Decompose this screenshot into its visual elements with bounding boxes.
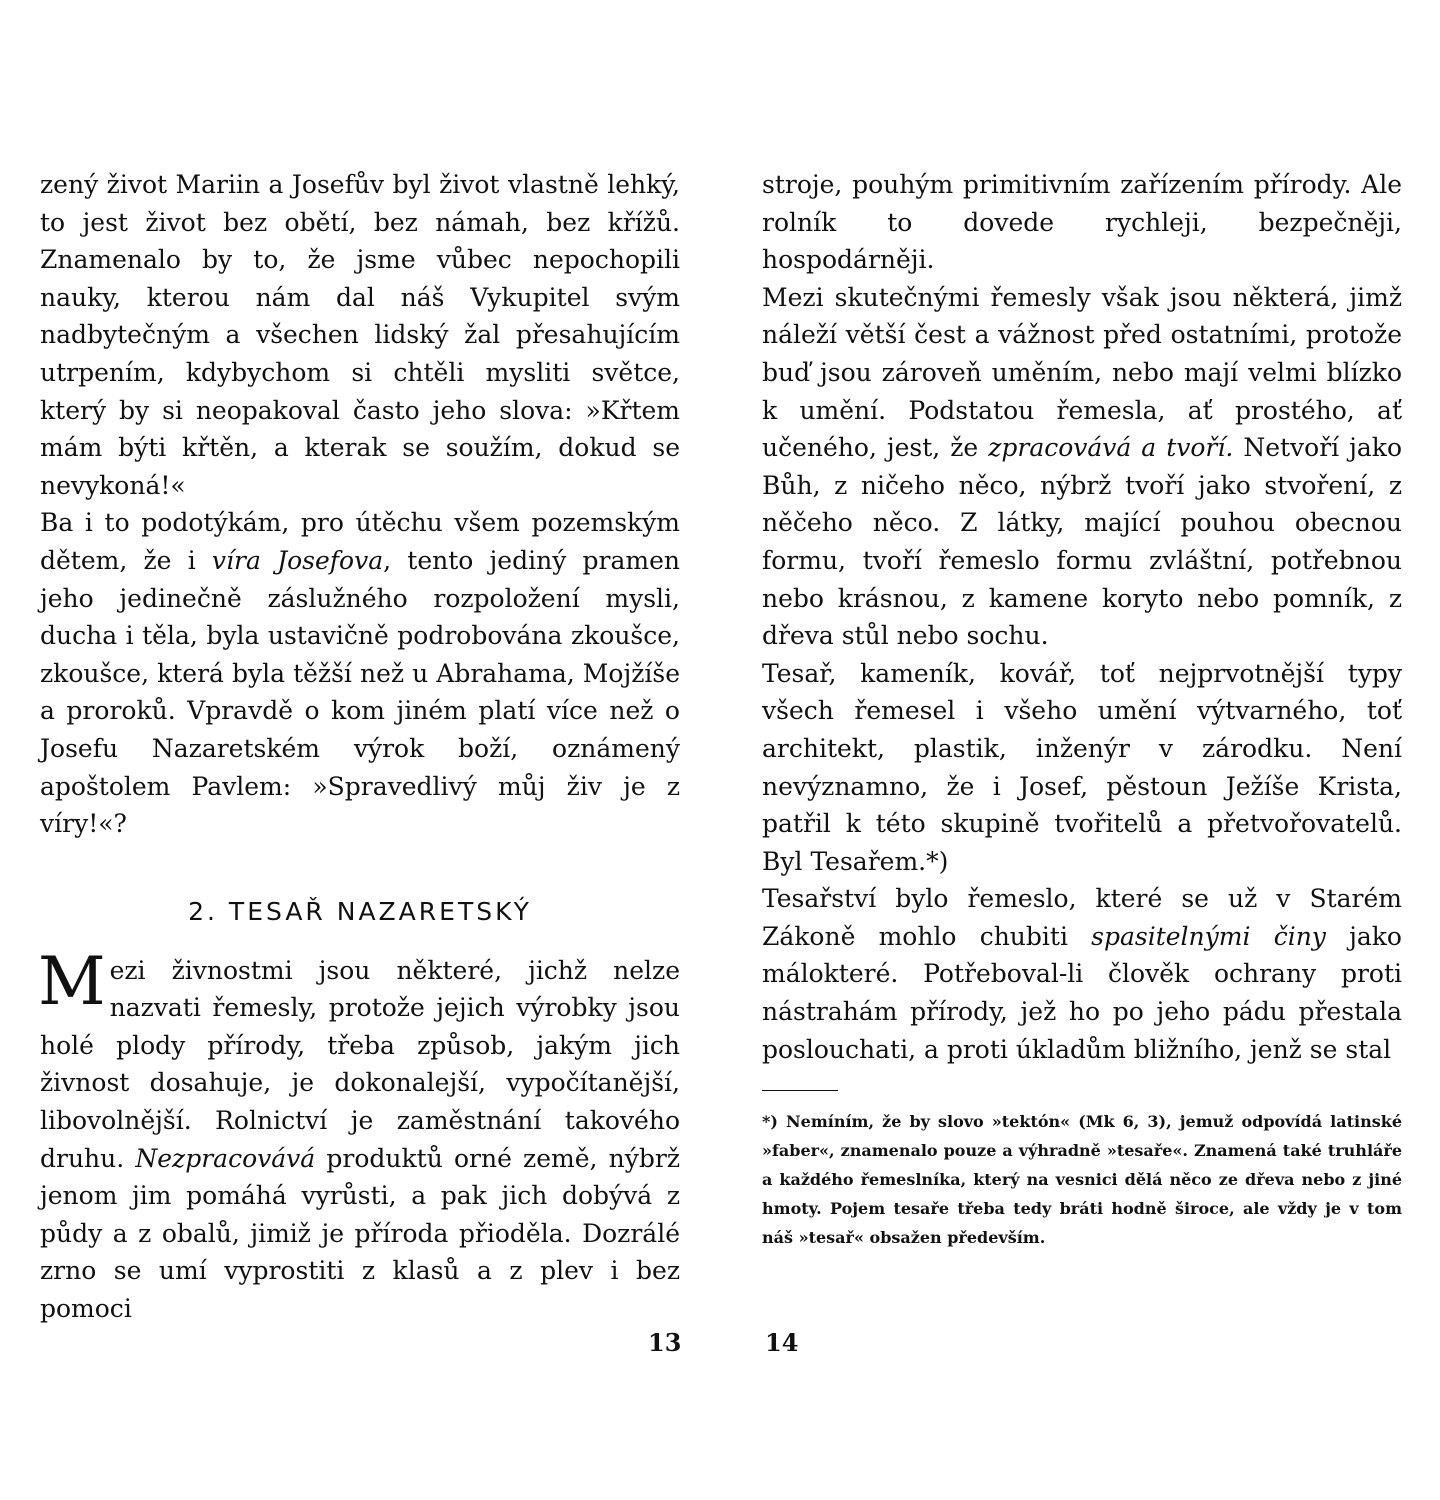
paragraph-text: Tesařství bylo řemeslo, které se už v Starém Zákoně mohlo chubiti: [762, 884, 1402, 951]
paragraph: stroje, pouhým primitivním zařízením přírody. Ale rolník to dovede rychleji, bezpečněji, hospodárněji.: [762, 170, 1402, 275]
paragraph-text: ezi živnostmi jsou některé, jichž nelze nazvati řemesly, protože jejich výrobky jsou holé plody přírody, třeba způsob, jakým jich živnost dosahuje, je dokonalejší, vypočítanější, libovolnější. Rolnictví je zaměstnání takového druhu.: [40, 955, 680, 1173]
paragraph-text: Ba i to podotýkám, pro útěchu všem pozemským dětem, že i: [40, 508, 680, 575]
right-page: [762, 166, 1402, 1252]
paragraph: [38, 942, 680, 1328]
page-number-right: 14: [765, 1328, 799, 1357]
footnote: *) Nemíním, že by slovo »tektón« (Mk 6, 3), jemuž odpovídá latinské »faber«, znamenalo pouze a výhradně »tesaře«. Znamená také truhláře a každého řemeslníka, který na vesnici dělá něco ze dřeva nebo z jiné hmoty. Pojem tesaře třeba tedy bráti hodně široce, ale vždy je v tom náš »tesař« obsažen především.: [762, 1112, 1402, 1248]
paragraph: [762, 279, 1402, 655]
footnote-rule: [762, 1090, 838, 1091]
paragraph-text: Netvoří jako Bůh, z ničeho něco, nýbrž tvoří jako stvoření, z něčeho něco. Z látky, mající pouhou obecnou formu, tvoří řemeslo formu zvláštní, potřebnou nebo krásnou, z kamene koryto nebo pomník, z dřeva stůl nebo sochu.: [762, 433, 1402, 651]
paragraph: [762, 880, 1402, 1068]
drop-cap: M: [38, 942, 106, 1020]
emphasized-text: zpracovává a tvoří.: [988, 433, 1234, 463]
page-number-left: 13: [648, 1328, 682, 1357]
left-page: [40, 166, 680, 1328]
paragraph-text: Mezi skutečnými řemesly však jsou některá, jimž náleží větší čest a vážnost před ostatními, protože buď jsou zároveň uměním, nebo mají velmi blízko k umění. Podstatou řemesla, ať prostého, ať učeného, jest, že: [762, 282, 1402, 463]
paragraph: zený život Mariin a Josefův byl život vlastně lehký, to jest život bez obětí, bez námah, bez křížů. Znamenalo by to, že jsme vůbec nepochopili nauky, kterou nám dal náš Vykupitel svým nadbytečným a všechen lidský žal přesahujícím utrpením, kdybychom si chtěli mysliti světce, který by si neopakoval často jeho slova: »Křtem mám býti křtěn, a kterak se soužím, dokud se nevykoná!«: [40, 170, 680, 500]
chapter-heading: 2. TESAŘ NAZARETSKÝ: [188, 896, 532, 926]
paragraph-text: , tento jediný pramen jeho jedinečně záslužného rozpoložení mysli, ducha i těla, byla ustavičně podrobována zkoušce, zkoušce, která byla těžší než u Abrahama, Mojžíše a proroků. Vpravdě o kom jiném platí více než o Josefu Nazaretském výrok boží, oznámený apoštolem Pavlem: »Spravedlivý můj živ je z víry!«?: [40, 545, 681, 839]
paragraph: [40, 504, 680, 842]
emphasized-text: víra Josefova: [211, 545, 384, 575]
paragraph-text: produktů orné země, nýbrž jenom jim pomáhá vyrůsti, a pak jich dobývá z půdy a z obalů, jimiž je příroda přioděla. Dozrálé zrno se umí vyprostiti z klasů a z plev i bez pomoci: [40, 1143, 680, 1324]
emphasized-text: spasitelnými činy: [1091, 921, 1326, 951]
paragraph: Tesař, kameník, kovář, toť nejprvotnější typy všech řemesel i všeho umění výtvarného, toť architekt, plastik, inženýr v zárodku. Není nevýznamno, že i Josef, pěstoun Ježíše Krista, patřil k této skupině tvořitelů a přetvořovatelů. Byl Tesařem.*): [762, 658, 1402, 876]
emphasized-text: Nezpracovává: [135, 1143, 316, 1173]
paragraph-text: jako málokteré. Potřeboval-li člověk ochrany proti nástrahám přírody, jež ho po jeho pádu přestala poslouchati, a proti úkladům bližního, jenž se stal: [762, 921, 1402, 1064]
